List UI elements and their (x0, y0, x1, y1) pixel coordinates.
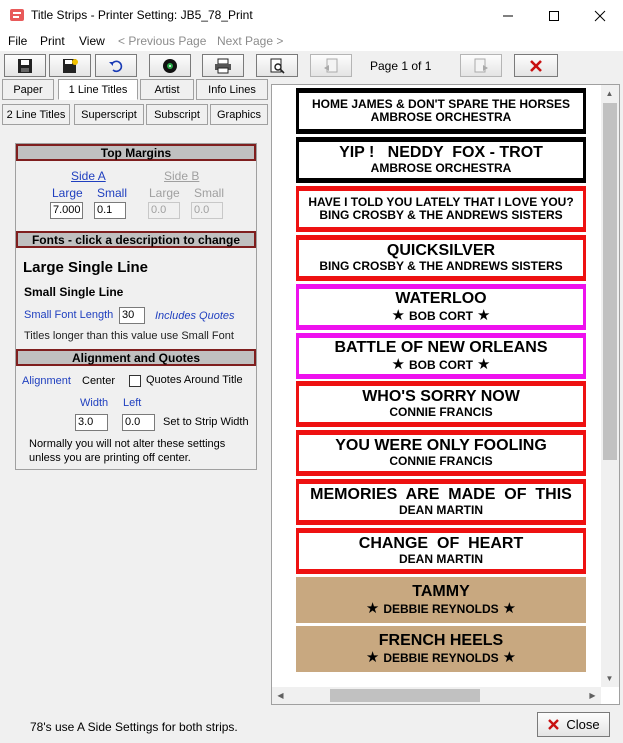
strip-title: CHANGE OF HEART (358, 535, 524, 553)
fonts-header: Fonts - click a description to change (16, 231, 256, 248)
alignment-note-1: Normally you will not alter these settings (29, 438, 226, 450)
title-strip (296, 186, 586, 232)
strip-artist: AMBROSE ORCHESTRA (370, 161, 512, 176)
star-icon: ★ (365, 599, 380, 617)
record-icon (162, 58, 178, 74)
cancel-button[interactable] (514, 54, 558, 77)
strip-artist: BOB CORT (409, 308, 473, 323)
strip-artist-line (389, 406, 492, 419)
close-icon (594, 10, 606, 22)
title-strip (296, 430, 586, 476)
tab-graphics[interactable]: Graphics (210, 104, 268, 125)
minimize-button[interactable] (485, 0, 531, 31)
strip-artist-line (389, 455, 492, 468)
side-a-large-label: Large (52, 186, 83, 200)
strip-artist-line (319, 209, 562, 222)
strip-artist: CONNIE FRANCIS (389, 454, 493, 469)
strip-artist: CONNIE FRANCIS (389, 405, 493, 420)
strip-title: WHO'S SORRY NOW (362, 388, 520, 406)
strip-title: BATTLE OF NEW ORLEANS (334, 338, 548, 356)
printer-icon (214, 58, 232, 74)
title-strip-label (296, 577, 586, 623)
window-title: Title Strips - Printer Setting: JB5_78_Print (31, 8, 253, 22)
large-single-line-font[interactable]: Large Single Line (23, 259, 149, 276)
title-strip (296, 235, 586, 281)
scroll-left-icon[interactable]: ◀ (277, 691, 284, 700)
menu-print[interactable]: Print (40, 34, 65, 48)
strip-artist: DEBBIE REYNOLDS (383, 601, 499, 616)
red-x-icon (529, 59, 543, 73)
top-margins-header: Top Margins (16, 144, 256, 161)
side-a-small-input[interactable]: 0.1 (94, 202, 126, 219)
tab-artist[interactable]: Artist (140, 79, 194, 100)
strip-title: HAVE I TOLD YOU LATELY THAT I LOVE YOU? (308, 195, 574, 210)
left-label: Left (123, 397, 142, 409)
undo-button[interactable] (95, 54, 137, 77)
title-strip-label (299, 484, 583, 520)
scroll-up-icon[interactable]: ▲ (605, 89, 614, 98)
red-x-icon (547, 718, 560, 731)
strip-artist-line (399, 504, 483, 517)
tab-1-line-titles[interactable]: 1 Line Titles (58, 79, 138, 100)
vertical-scroll-thumb[interactable] (603, 103, 617, 460)
prev-page-icon (323, 58, 339, 74)
side-b-small-input[interactable]: 0.0 (191, 202, 223, 219)
title-strip-label (299, 191, 583, 227)
record-button[interactable] (149, 54, 191, 77)
strip-title: FRENCH HEELS (378, 631, 504, 649)
star-icon: ★ (365, 648, 380, 666)
title-strip (296, 137, 586, 183)
alignment-value[interactable]: Center (82, 375, 116, 387)
title-strip (296, 381, 586, 427)
side-b-large-label: Large (149, 186, 180, 200)
status-text: 78's use A Side Settings for both strips. (30, 720, 238, 734)
width-input[interactable]: 3.0 (75, 414, 108, 431)
strip-artist-line (399, 553, 483, 566)
close-window-button[interactable] (577, 0, 623, 31)
page-indicator: Page 1 of 1 (370, 59, 432, 73)
alignment-label: Alignment (22, 375, 71, 387)
strip-title: WATERLOO (395, 289, 487, 307)
strip-title: TAMMY (412, 582, 470, 600)
width-label: Width (80, 397, 109, 409)
tab-2-line-titles[interactable]: 2 Line Titles (2, 104, 70, 125)
strip-title: QUICKSILVER (386, 242, 496, 260)
title-strip-label (299, 240, 583, 276)
small-single-line-font[interactable]: Small Single Line (24, 285, 124, 299)
maximize-icon (548, 10, 560, 22)
quotes-around-title-checkbox[interactable] (129, 375, 141, 387)
strip-artist-line (371, 111, 512, 124)
strip-artist: DEAN MARTIN (399, 552, 483, 567)
quotes-around-title-label: Quotes Around Title (146, 374, 243, 386)
includes-quotes-label: Includes Quotes (155, 310, 235, 322)
title-strip-label (299, 533, 583, 569)
next-page-icon (473, 58, 489, 74)
alignment-header: Alignment and Quotes (16, 349, 256, 366)
strip-artist: DEAN MARTIN (399, 503, 483, 518)
save-icon (17, 58, 33, 74)
left-input[interactable]: 0.0 (122, 414, 155, 431)
star-icon: ★ (391, 306, 405, 324)
set-to-strip-width-link[interactable]: Set to Strip Width (163, 416, 249, 428)
close-button[interactable] (537, 712, 610, 737)
strip-artist-line (388, 357, 495, 373)
side-a-link[interactable]: Side A (71, 169, 106, 183)
strip-artist-line (362, 601, 520, 617)
app-icon (9, 7, 25, 23)
title-strip-label (299, 289, 583, 325)
title-strip (296, 528, 586, 574)
menu-next-page[interactable]: Next Page > (217, 34, 284, 48)
tab-paper[interactable]: Paper (2, 79, 54, 100)
small-font-length-input[interactable]: 30 (119, 307, 145, 324)
next-page-button[interactable] (460, 54, 502, 77)
menu-view[interactable]: View (79, 34, 105, 48)
title-strip (296, 284, 586, 330)
vertical-scrollbar[interactable] (601, 85, 619, 687)
title-strip (296, 333, 586, 379)
print-preview-button[interactable] (256, 54, 298, 77)
tab-superscript[interactable]: Superscript (74, 104, 144, 125)
side-b-link[interactable]: Side B (164, 169, 200, 183)
save-as-button[interactable] (49, 54, 91, 77)
strip-artist: BING CROSBY & THE ANDREWS SISTERS (319, 259, 563, 274)
small-font-note: Titles longer than this value use Small Font (24, 330, 234, 342)
title-strip-label (299, 338, 583, 374)
tab-info-lines[interactable]: Info Lines (196, 79, 268, 100)
star-icon: ★ (477, 355, 491, 373)
strip-artist-line (388, 308, 495, 324)
small-font-length-label: Small Font Length (24, 309, 114, 321)
scroll-down-icon[interactable]: ▼ (605, 674, 614, 683)
title-strip (296, 88, 586, 134)
strip-title: YIP ! NEDDY FOX - TROT (339, 144, 543, 162)
side-a-small-label: Small (97, 186, 128, 200)
title-strip-label (299, 386, 583, 422)
strip-artist-line (371, 162, 512, 175)
print-button[interactable] (202, 54, 244, 77)
side-a-large-input[interactable]: 7.000 (50, 202, 83, 219)
alignment-note-2: unless you are printing off center. (29, 452, 191, 464)
scroll-right-icon[interactable]: ▶ (589, 691, 596, 700)
star-icon: ★ (391, 355, 405, 373)
minimize-icon (502, 10, 514, 22)
star-icon: ★ (502, 648, 517, 666)
horizontal-scroll-thumb[interactable] (330, 689, 480, 702)
menu-previous-page[interactable]: < Previous Page (118, 34, 207, 48)
save-button[interactable] (4, 54, 46, 77)
strip-title: MEMORIES ARE MADE OF THIS (310, 486, 572, 504)
print-preview-icon (269, 58, 285, 74)
strip-artist: BING CROSBY & THE ANDREWS SISTERS (319, 208, 563, 222)
strip-artist-line (362, 650, 520, 666)
title-strip (296, 577, 586, 623)
prev-page-button[interactable] (310, 54, 352, 77)
horizontal-scrollbar[interactable] (272, 687, 601, 704)
tab-subscript[interactable]: Subscript (146, 104, 208, 125)
undo-icon (108, 58, 124, 74)
strip-title: YOU WERE ONLY FOOLING (335, 437, 547, 455)
title-strip (296, 626, 586, 672)
side-b-small-label: Small (194, 186, 225, 200)
side-b-large-input[interactable]: 0.0 (148, 202, 180, 219)
strip-artist-line (319, 260, 562, 273)
title-strip-label (299, 435, 583, 471)
menu-file[interactable]: File (8, 34, 28, 48)
strip-artist: DEBBIE REYNOLDS (383, 650, 499, 665)
title-strip-label (299, 93, 583, 129)
strip-artist: BOB CORT (409, 357, 473, 372)
star-icon: ★ (502, 599, 517, 617)
close-button-label: Close (566, 717, 600, 732)
title-strip (296, 479, 586, 525)
save-as-icon (62, 58, 78, 74)
strip-title: HOME JAMES & DON'T SPARE THE HORSES (312, 97, 570, 112)
strip-artist: AMBROSE ORCHESTRA (370, 110, 512, 124)
maximize-button[interactable] (531, 0, 577, 31)
star-icon: ★ (477, 306, 491, 324)
title-strip-label (296, 626, 586, 672)
title-strip-label (299, 142, 583, 178)
